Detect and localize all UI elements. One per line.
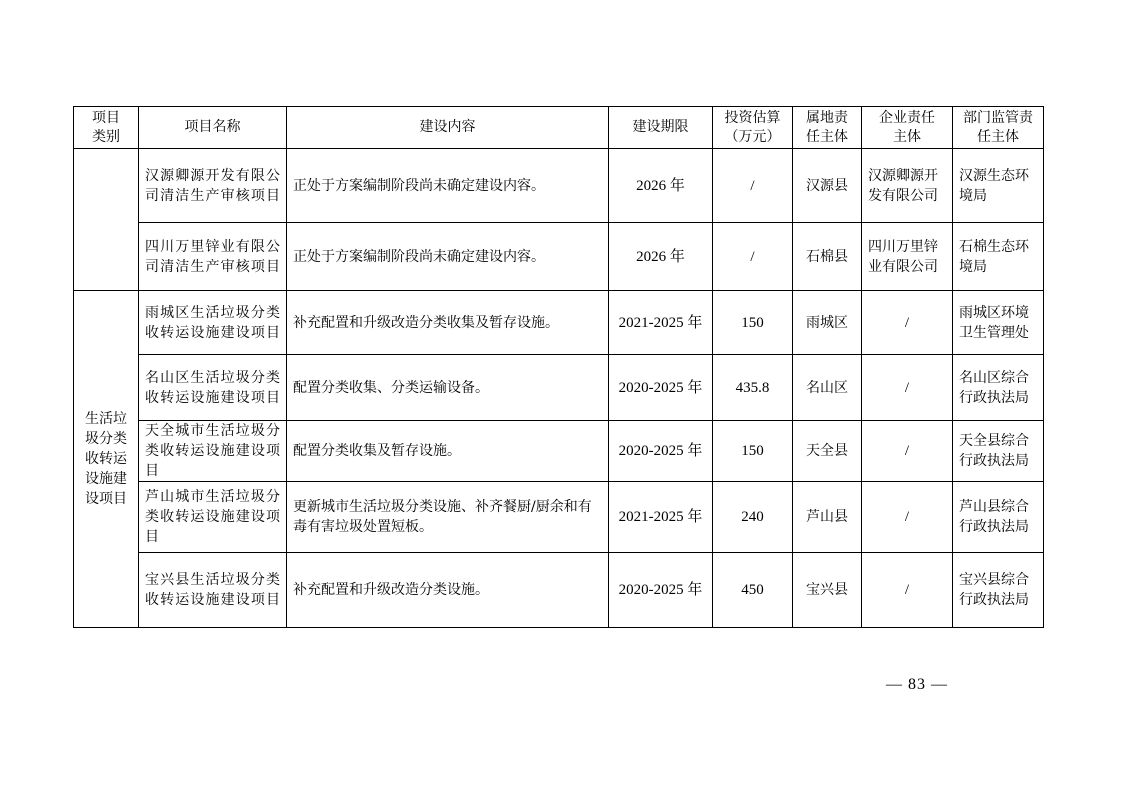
row-investment: 435.8	[713, 355, 793, 421]
table-row	[74, 223, 1044, 291]
row-local: 天全县	[793, 421, 862, 482]
row-investment: 150	[713, 291, 793, 355]
row-content: 更新城市生活垃圾分类设施、补齐餐厨/厨余和有毒有害垃圾处置短板。	[287, 482, 609, 553]
row-content: 正处于方案编制阶段尚未确定建设内容。	[287, 223, 609, 291]
table-row	[74, 291, 1044, 355]
row-supervision: 汉源生态环境局	[953, 149, 1044, 223]
row-period: 2026 年	[609, 149, 713, 223]
row-supervision: 雨城区环境卫生管理处	[953, 291, 1044, 355]
row-period: 2026 年	[609, 223, 713, 291]
row-supervision: 石棉生态环境局	[953, 223, 1044, 291]
table-row	[74, 421, 1044, 482]
header-investment-line1: 投资估算	[724, 109, 781, 126]
row-period: 2020-2025 年	[609, 421, 713, 482]
header-local: 属地责任主体	[793, 107, 862, 149]
row-enterprise: /	[862, 355, 953, 421]
row-content: 配置分类收集及暂存设施。	[287, 421, 609, 482]
header-enterprise: 企业责任主体	[862, 107, 953, 149]
category-cell-2: 生活垃圾分类收转运设施建设项目	[74, 291, 139, 628]
row-supervision: 名山区综合行政执法局	[953, 355, 1044, 421]
header-investment	[713, 107, 793, 149]
row-enterprise: 四川万里锌业有限公司	[862, 223, 953, 291]
row-supervision: 天全县综合行政执法局	[953, 421, 1044, 482]
row-period: 2020-2025 年	[609, 553, 713, 628]
row-name: 宝兴县生活垃圾分类收转运设施建设项目	[139, 553, 287, 628]
row-content: 补充配置和升级改造分类设施。	[287, 553, 609, 628]
row-name: 名山区生活垃圾分类收转运设施建设项目	[139, 355, 287, 421]
row-investment: 150	[713, 421, 793, 482]
row-local: 名山区	[793, 355, 862, 421]
row-enterprise: 汉源卿源开发有限公司	[862, 149, 953, 223]
row-local: 芦山县	[793, 482, 862, 553]
header-investment-line2: （万元）	[724, 128, 781, 145]
table-header-row	[74, 107, 1044, 149]
row-period: 2021-2025 年	[609, 291, 713, 355]
header-name: 项目名称	[139, 107, 287, 149]
project-table	[73, 106, 1044, 628]
row-name: 汉源卿源开发有限公司清洁生产审核项目	[139, 149, 287, 223]
row-content: 正处于方案编制阶段尚未确定建设内容。	[287, 149, 609, 223]
row-name: 四川万里锌业有限公司清洁生产审核项目	[139, 223, 287, 291]
header-category: 项目类别	[74, 107, 139, 149]
table-row	[74, 553, 1044, 628]
page-number: — 83 —	[886, 676, 948, 693]
row-supervision: 宝兴县综合行政执法局	[953, 553, 1044, 628]
table-row	[74, 355, 1044, 421]
row-content: 配置分类收集、分类运输设备。	[287, 355, 609, 421]
row-local: 宝兴县	[793, 553, 862, 628]
row-content: 补充配置和升级改造分类收集及暂存设施。	[287, 291, 609, 355]
row-investment: 450	[713, 553, 793, 628]
row-period: 2020-2025 年	[609, 355, 713, 421]
row-local: 雨城区	[793, 291, 862, 355]
row-investment: /	[713, 149, 793, 223]
table-row	[74, 482, 1044, 553]
category-cell-1	[74, 149, 139, 291]
row-period: 2021-2025 年	[609, 482, 713, 553]
row-enterprise: /	[862, 291, 953, 355]
row-enterprise: /	[862, 421, 953, 482]
row-local: 汉源县	[793, 149, 862, 223]
row-name: 雨城区生活垃圾分类收转运设施建设项目	[139, 291, 287, 355]
row-enterprise: /	[862, 482, 953, 553]
row-investment: /	[713, 223, 793, 291]
header-supervision: 部门监管责任主体	[953, 107, 1044, 149]
header-period: 建设期限	[609, 107, 713, 149]
row-name: 天全城市生活垃圾分类收转运设施建设项目	[139, 421, 287, 482]
row-supervision: 芦山县综合行政执法局	[953, 482, 1044, 553]
row-local: 石棉县	[793, 223, 862, 291]
row-name: 芦山城市生活垃圾分类收转运设施建设项目	[139, 482, 287, 553]
row-investment: 240	[713, 482, 793, 553]
row-enterprise: /	[862, 553, 953, 628]
table-row	[74, 149, 1044, 223]
header-content: 建设内容	[287, 107, 609, 149]
